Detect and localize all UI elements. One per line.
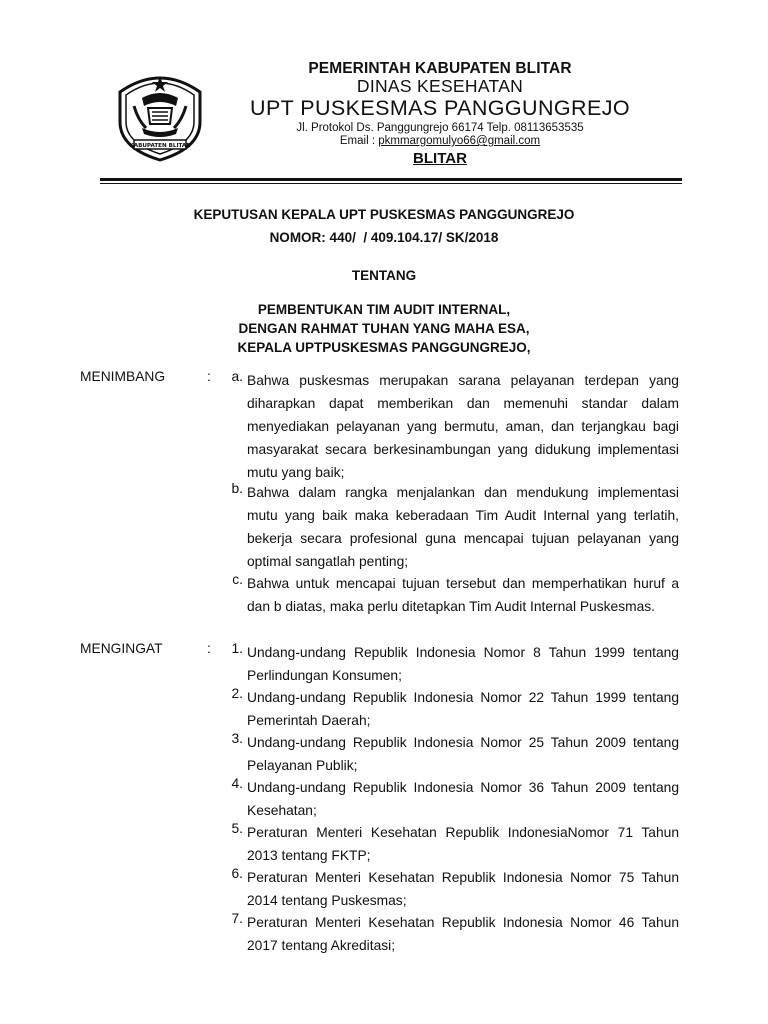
city-name: BLITAR: [413, 150, 467, 167]
government-name: PEMERINTAH KABUPATEN BLITAR: [308, 60, 572, 77]
item-text: Undang-undang Republik Indonesia Nomor 8 Tahun 1999 tentang Perlindungan Konsumen;: [247, 645, 679, 683]
decree-title: KEPUTUSAN KEPALA UPT PUSKESMAS PANGGUNGREJO: [193, 207, 575, 222]
item-text: Bahwa dalam rangka menjalankan dan mendukung implementasi mutu yang baik maka keberadaan Tim Audit Internal yang terlatih, bekerja secara profesional guna mencapai tujuan pelayanan yang optimal sangatlah penting;: [247, 485, 679, 569]
header-divider-thin: [100, 183, 682, 184]
emblem-caption: KABUPATEN BLITAR: [129, 143, 191, 149]
decree-about: TENTANG: [351, 268, 417, 283]
item-text: Undang-undang Republik Indonesia Nomor 22 Tahun 1999 tentang Pemerintah Daerah;: [247, 690, 679, 728]
item-marker: 1.: [231, 641, 243, 656]
item-marker: c.: [232, 572, 243, 587]
agency-name: DINAS KESEHATAN: [356, 76, 524, 96]
item-text: Undang-undang Republik Indonesia Nomor 25 Tahun 2009 tentang Pelayanan Publik;: [247, 735, 679, 773]
item-text: Undang-undang Republik Indonesia Nomor 36 Tahun 2009 tentang Kesehatan;: [247, 780, 679, 818]
address-line: Jl. Protokol Ds. Panggungrejo 66174 Telp. 08113653535: [296, 122, 584, 134]
mengingat-colon: :: [207, 641, 211, 656]
decree-subject-2: DENGAN RAHMAT TUHAN YANG MAHA ESA,: [238, 321, 530, 336]
item-marker: 7.: [231, 911, 243, 926]
item-marker: 2.: [231, 686, 243, 701]
item-text: Peraturan Menteri Kesehatan Republik Indonesia Nomor 75 Tahun 2014 tentang Puskesmas;: [247, 870, 679, 908]
decree-subject-3: KEPALA UPTPUSKESMAS PANGGUNGREJO,: [237, 340, 531, 355]
email-label: Email :: [339, 135, 379, 147]
item-text: Bahwa untuk mencapai tujuan tersebut dan memperhatikan huruf a dan b diatas, maka perlu ditetapkan Tim Audit Internal Puskesmas.: [247, 576, 679, 614]
item-marker: 4.: [231, 776, 243, 791]
item-marker: a.: [231, 369, 243, 384]
mengingat-label: MENGINGAT: [80, 641, 163, 656]
letterhead: [240, 60, 640, 168]
menimbang-colon: :: [207, 369, 211, 384]
decree-subject-1: PEMBENTUKAN TIM AUDIT INTERNAL,: [257, 302, 511, 317]
email-line: [240, 135, 640, 148]
item-marker: b.: [231, 481, 243, 496]
item-text: Bahwa puskesmas merupakan sarana pelayanan terdepan yang diharapkan dapat memberikan dan memenuhi standar dalam menyediakan pelayanan yang bermutu, aman, dan terjangkau bagi masyarakat secara berkesinambungan yang didukung implementasi mutu yang baik;: [247, 373, 679, 480]
item-text: Peraturan Menteri Kesehatan Republik IndonesiaNomor 71 Tahun 2013 tentang FKTP;: [247, 825, 679, 863]
header-divider-thick: [100, 178, 682, 181]
kabupaten-blitar-emblem: [112, 62, 208, 162]
item-marker: 3.: [231, 731, 243, 746]
item-text: Peraturan Menteri Kesehatan Republik Indonesia Nomor 46 Tahun 2017 tentang Akreditasi;: [247, 915, 679, 953]
item-marker: 5.: [231, 821, 243, 836]
institution-name: UPT PUSKESMAS PANGGUNGREJO: [250, 96, 630, 120]
decree-number: NOMOR: 440/ / 409.104.17/ SK/2018: [269, 230, 499, 245]
email-link[interactable]: pkmmargomulyo66@gmail.com: [378, 135, 541, 147]
item-marker: 6.: [231, 866, 243, 881]
menimbang-label: MENIMBANG: [80, 369, 166, 384]
